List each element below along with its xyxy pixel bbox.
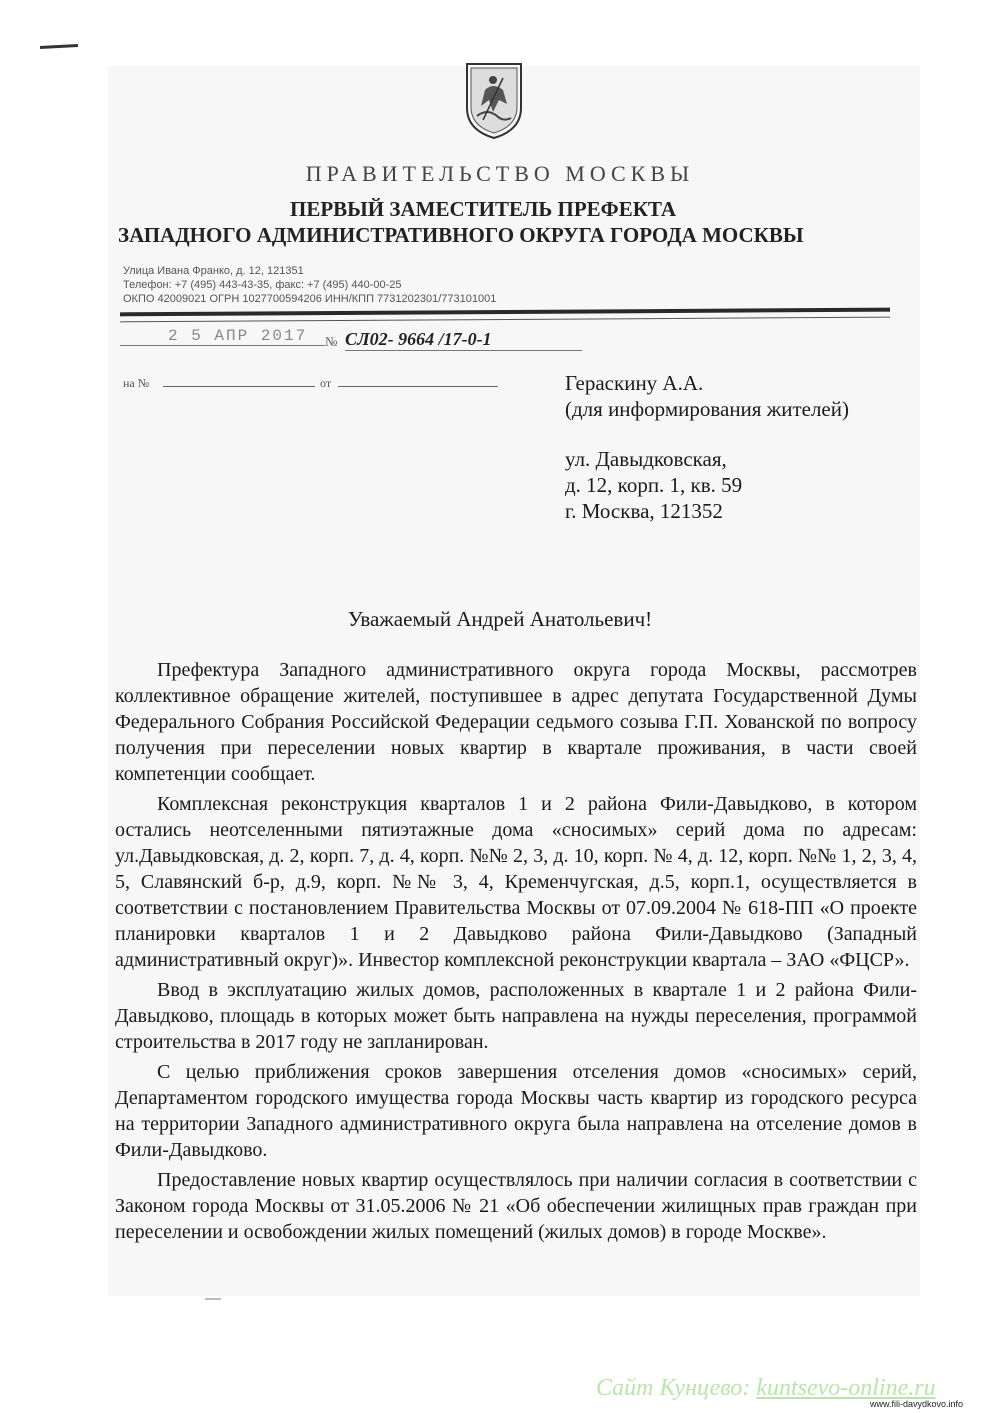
government-title: ПРАВИТЕЛЬСТВО МОСКВЫ bbox=[305, 161, 695, 186]
letter-body bbox=[115, 657, 917, 1249]
addressee-street: ул. Давыдковская, bbox=[565, 447, 727, 471]
paragraph: С целью приближения сроков завершения отселения домов «сносимых» серий, Департаментом городского имущества города Москвы часть квартир из городского ресурса на территории Западного административного округа была направлена на отселение домов в Фили-Давыдково. bbox=[115, 1061, 917, 1161]
scan-mark bbox=[205, 1298, 221, 1300]
watermark-link[interactable]: kuntsevo-online.ru bbox=[756, 1375, 936, 1401]
office-title-line2: ЗАПАДНОГО АДМИНИСТРАТИВНОГО ОКРУГА ГОРОДА МОСКВЫ bbox=[118, 223, 804, 247]
contact-phone: Телефон: +7 (495) 443-43-35, факс: +7 (495) 440-00-25 bbox=[123, 279, 402, 291]
watermark-label: Сайт Кунцево: bbox=[596, 1375, 751, 1401]
footer-site-url[interactable]: www.fili-davydkovo.info bbox=[870, 1399, 964, 1409]
office-title-line1: ПЕРВЫЙ ЗАМЕСТИТЕЛЬ ПРЕФЕКТА bbox=[290, 197, 677, 221]
date-stamp: 2 5 АПР 2017 bbox=[168, 327, 308, 345]
addressee-block bbox=[565, 370, 849, 524]
reference-number-line bbox=[163, 386, 315, 387]
scan-mark bbox=[40, 44, 78, 49]
reference-date-line bbox=[338, 386, 498, 387]
addressee-note: (для информирования жителей) bbox=[565, 397, 849, 421]
paragraph: Ввод в эксплуатацию жилых домов, расположенных в квартале 1 и 2 района Фили-Давыдково, площадь в которых может быть направлена на нужды переселения, программой строительства в 2017 году не запланирован. bbox=[115, 979, 917, 1053]
site-watermark bbox=[596, 1375, 936, 1402]
paragraph: Префектура Западного административного округа города Москвы, рассмотрев коллективное обращение жителей, поступившее в адрес депутата Государственной Думы Федерального Собрания Российской Федерации седьмого созыва Г.П. Хованской по вопросу получения при переселении новых квартир в квартале проживания, в части своей компетенции сообщает. bbox=[115, 659, 917, 785]
salutation: Уважаемый Андрей Анатольевич! bbox=[347, 607, 653, 631]
reference-number-label: на № bbox=[123, 376, 150, 390]
outgoing-number: СЛ02- 9664 /17-0-1 bbox=[345, 329, 582, 351]
reference-date-label: от bbox=[320, 376, 332, 390]
contact-registry-codes: ОКПО 42009021 ОГРН 1027700594206 ИНН/КПП 7731202301/773101001 bbox=[123, 293, 497, 305]
number-label: № bbox=[325, 334, 338, 349]
paragraph: Предоставление новых квартир осуществлялось при наличии согласия в соответствии с Законом города Москвы от 31.05.2006 № 21 «Об обеспечении жилищных прав граждан при переселении и освобождении жилых помещений (жилых домов) в городе Москве». bbox=[115, 1169, 917, 1243]
contact-address: Улица Ивана Франко, д. 12, 121351 bbox=[123, 265, 304, 277]
addressee-name: Гераскину А.А. bbox=[565, 371, 704, 395]
date-underline bbox=[120, 345, 325, 346]
moscow-coat-of-arms-icon bbox=[463, 60, 525, 140]
paragraph: Комплексная реконструкция кварталов 1 и 2 района Фили-Давыдково, в котором остались неотселенными пятиэтажные дома «сносимых» серий дома по адресам: ул.Давыдковская, д. 2, корп. 7, д. 4, корп. №№ 2, 3, д. 10, корп. № 4, д. 12, корп. №№ 1, 2, 3, 4, 5, Славянский б-р, д.9, корп. №№ 3, 4, Кременчугская, д.5, корп.1, осуществляется в соответствии с постановлением Правительства Москвы от 07.09.2004 № 618-ПП «О проекте планировки кварталов 1 и 2 Давыдково района Фили-Давыдково (Западный административный округ)». Инвестор комплексной реконструкции квартала – ЗАО «ФЦСР». bbox=[115, 793, 917, 971]
addressee-building: д. 12, корп. 1, кв. 59 bbox=[565, 473, 743, 497]
addressee-city: г. Москва, 121352 bbox=[565, 499, 723, 523]
contact-block bbox=[123, 264, 496, 306]
